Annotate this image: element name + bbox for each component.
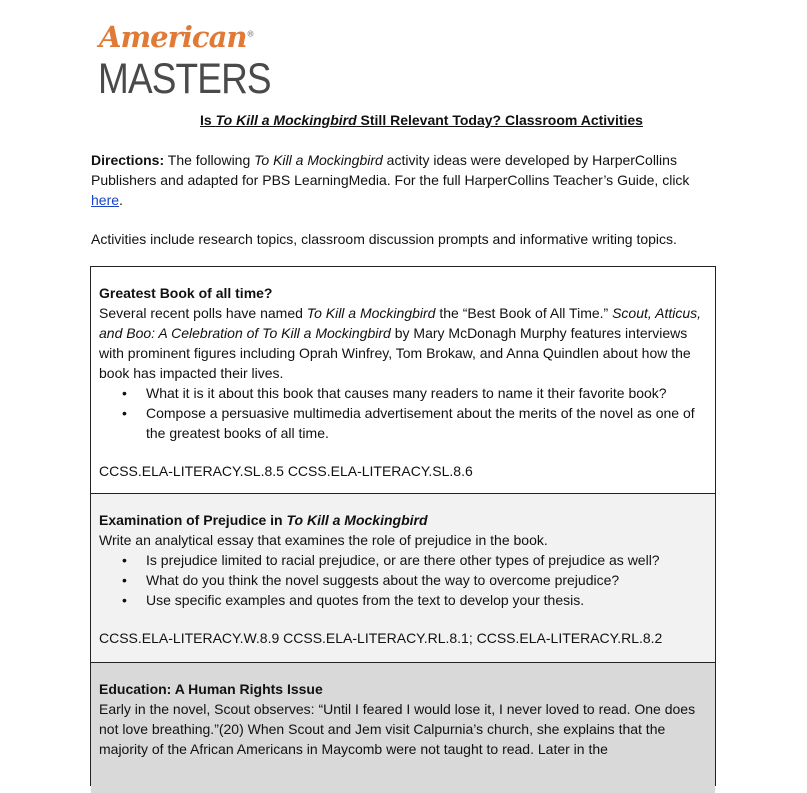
directions-paragraph: Directions: The following To Kill a Mockingbird activity ideas were developed by HarperCollins Publishers and adapted for PBS LearningMedia. For the full HarperCollins Teacher’s Guide, click here. xyxy=(91,152,690,208)
activity-description: Write an analytical essay that examines the role of prejudice in the book. xyxy=(99,532,548,548)
activity-bullet-list xyxy=(99,383,707,443)
directions-label: Directions: xyxy=(91,152,165,168)
activity-description: Several recent polls have named To Kill a Mockingbird the “Best Book of All Time.” Scout, Atticus, and Boo: A Celebration of To Kill a Mockingbird by Mary McDonagh Murphy features interviews with prominent figures including Oprah Winfrey, Tom Brokaw, and Anna Quindlen about how the book has impacted their lives. xyxy=(99,305,702,381)
ccss-standards: CCSS.ELA-LITERACY.SL.8.5 CCSS.ELA-LITERACY.SL.8.6 xyxy=(99,463,473,479)
activities-table xyxy=(90,266,716,786)
activities-note: Activities include research topics, classroom discussion prompts and informative writing topics. xyxy=(91,231,677,247)
activity-prejudice xyxy=(91,494,715,663)
activity-education xyxy=(91,663,715,793)
activity-heading: Greatest Book of all time? xyxy=(99,285,273,301)
activity-heading: Education: A Human Rights Issue xyxy=(99,681,323,697)
activity-greatest-book xyxy=(91,267,715,494)
logo-bottom-text: MASTERS xyxy=(98,55,271,103)
ccss-standards: CCSS.ELA-LITERACY.W.8.9 CCSS.ELA-LITERACY.RL.8.1; CCSS.ELA-LITERACY.RL.8.2 xyxy=(99,630,663,646)
list-item: • Use specific examples and quotes from the text to develop your thesis. xyxy=(122,592,585,608)
activity-heading: Examination of Prejudice in To Kill a Mockingbird xyxy=(99,512,428,528)
activity-description: Early in the novel, Scout observes: “Until I feared I would lose it, I never loved to read. One does not love breathing.”(20) When Scout and Jem visit Calpurnia’s church, she explains that the majority of the African Americans in Maycomb were not taught to read. Later in the xyxy=(99,701,696,757)
teachers-guide-link[interactable]: here xyxy=(91,192,120,208)
list-item: • Is prejudice limited to racial prejudice, or are there other types of prejudice as well? xyxy=(122,552,660,568)
list-item: • What it is it about this book that causes many readers to name it their favorite book? xyxy=(122,385,667,401)
list-item: • What do you think the novel suggests about the way to overcome prejudice? xyxy=(122,572,620,588)
document-title: Is To Kill a Mockingbird Still Relevant Today? Classroom Activities xyxy=(200,112,643,128)
logo-top-text: American® xyxy=(99,20,254,54)
list-item: • Compose a persuasive multimedia advertisement about the merits of the novel as one of the greatest books of all time. xyxy=(122,405,695,441)
american-masters-logo xyxy=(93,14,271,106)
activity-bullet-list xyxy=(99,550,707,610)
